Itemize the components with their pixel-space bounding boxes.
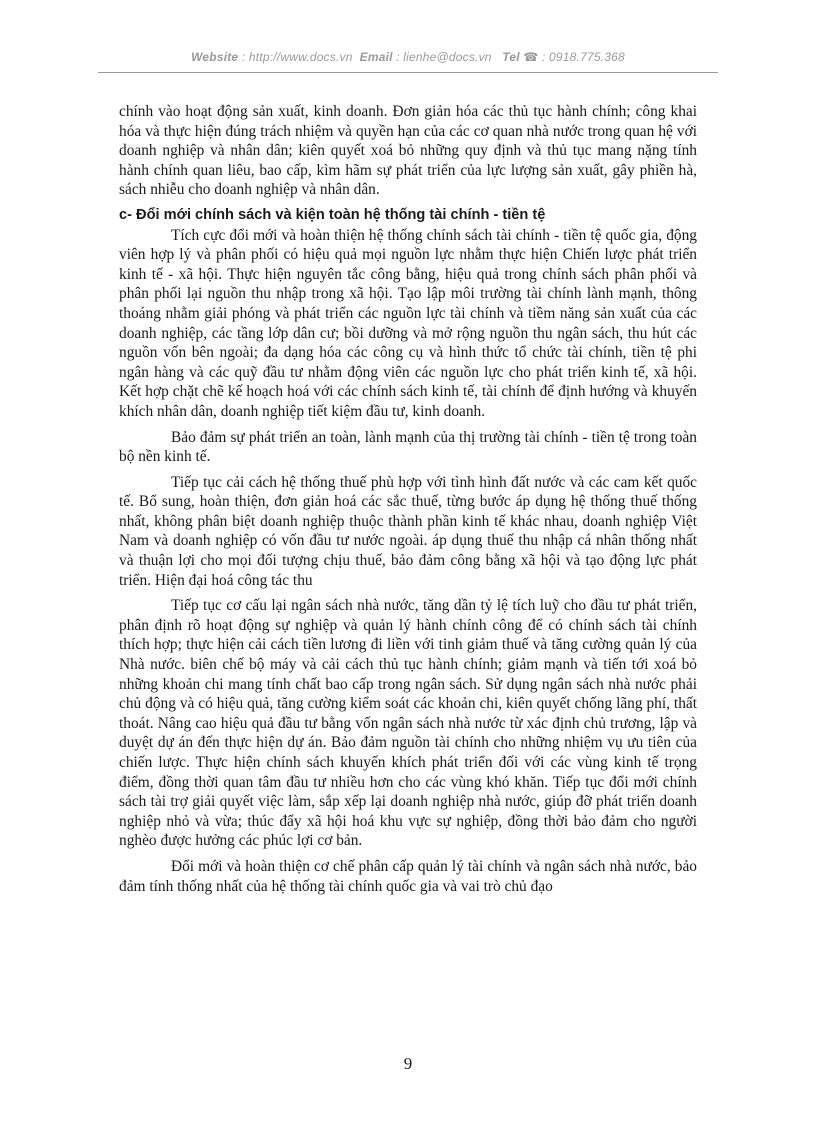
email-value: : lienhe@docs.vn: [396, 50, 492, 64]
tel-value: ☎ : 0918.775.368: [523, 50, 625, 64]
email-label: Email: [359, 50, 393, 64]
paragraph-decentralization: Đổi mới và hoàn thiện cơ chế phân cấp quản lý tài chính và ngân sách nhà nước, bảo đảm tính thống nhất của hệ thống tài chính quốc gia và vai trò chủ đạo: [119, 857, 697, 895]
page-number: 9: [403, 1054, 413, 1073]
paragraph-tax-reform: Tiếp tục cải cách hệ thống thuế phù hợp với tình hình đất nước và các cam kết quốc tế. Bổ sung, hoàn thiện, đơn giản hoá các sắc thuế, từng bước áp dụng hệ thống thuế thống nhất, không phân biệt doanh nghiệp thuộc thành phần kinh tế khác nhau, doanh nghiệp Việt Nam và doanh nghiệp có vốn đầu tư nước ngoài. áp dụng thuế thu nhập cá nhân thống nhất và thuận lợi cho mọi đối tượng chịu thuế, bảo đảm công bằng xã hội và tạo động lực phát triển. Hiện đại hoá công tác thu: [119, 473, 697, 589]
paragraph-financial-policy: Tích cực đổi mới và hoàn thiện hệ thống chính sách tài chính - tiền tệ quốc gia, động viên hợp lý và phân phối có hiệu quả mọi nguồn lực nhằm thực hiện Chiến lược phát triển kinh tế - xã hội. Thực hiện nguyên tắc công bằng, hiệu quả trong chính sách phân phối và phân phối lại nguồn thu nhập trong xã hội. Tạo lập môi trường tài chính lành mạnh, thông thoáng nhằm giải phóng và phát triển các nguồn lực tài chính và tiềm năng sản xuất của các doanh nghiệp, các tầng lớp dân cư; bồi dưỡng và mở rộng nguồn thu ngân sách, thu hút các nguồn vốn bên ngoài; đa dạng hóa các công cụ và hình thức tổ chức tài chính, tiền tệ phi ngân hàng và các quỹ đầu tư nhằm động viên các nguồn lực cho phát triển kinh tế, xã hội. Kết hợp chặt chẽ kế hoạch hoá với các chính sách kinh tế, tài chính để định hướng và khuyến khích nhân dân, doanh nghiệp tiết kiệm đầu tư, kinh doanh.: [119, 226, 697, 420]
paragraph-continuation: chính vào hoạt động sản xuất, kinh doanh. Đơn giản hóa các thủ tục hành chính; công khai hóa và thực hiện đúng trách nhiệm và quyền hạn của các cơ quan nhà nước trong quan hệ với doanh nghiệp và nhân dân; kiên quyết xoá bỏ những quy định và thủ tục mang nặng tính hành chính quan liêu, bao cấp, kìm hãm sự phát triển của lực lượng sản xuất, gây phiền hà, sách nhiễu cho doanh nghiệp và nhân dân.: [119, 103, 697, 199]
paragraph-budget-restructure: Tiếp tục cơ cấu lại ngân sách nhà nước, tăng dần tỷ lệ tích luỹ cho đầu tư phát triển, phân định rõ hoạt động sự nghiệp và quản lý hành chính công để có chính sách tài chính thích hợp; thực hiện cải cách tiền lương đi liền với tinh giảm thuế và tăng cường quản lý của Nhà nước. biên chế bộ máy và cải cách thủ tục hành chính; giảm mạnh và tiến tới xoá bỏ những khoản chi mang tính chất bao cấp trong ngân sách. Sử dụng ngân sách nhà nước phải chủ động và có hiệu quả, tăng cường kiểm soát các khoản chi, kiên quyết chống lãng phí, thất thoát. Nâng cao hiệu quả đầu tư bằng vốn ngân sách nhà nước từ xác định chủ trương, lập và duyệt dự án đến thực hiện dự án. Bảo đảm nguồn tài chính cho những nhiệm vụ ưu tiên của chiến lược. Thực hiện chính sách khuyến khích phát triển đối với các vùng kinh tế trọng điểm, đồng thời quan tâm đầu tư nhiều hơn cho các vùng khó khăn. Tiếp tục đổi mới chính sách tài trợ giải quyết việc làm, sắp xếp lại doanh nghiệp nhà nước, giúp đỡ phát triển doanh nghiệp nhỏ và vừa; thúc đẩy xã hội hoá khu vực sự nghiệp, đồng thời bảo đảm cho người nghèo được hưởng các phúc lợi cơ bản.: [119, 597, 697, 850]
page-header: [0, 50, 816, 64]
section-heading: c- Đổi mới chính sách và kiện toàn hệ thống tài chính - tiền tệ: [119, 206, 546, 223]
paragraph-market-safety: Bảo đảm sự phát triển an toàn, lành mạnh của thị trường tài chính - tiền tệ trong toàn bộ nền kinh tế.: [119, 428, 697, 466]
document-body: [119, 102, 697, 896]
tel-label: Tel: [502, 50, 520, 64]
website-value: : http://www.docs.vn: [241, 50, 353, 64]
header-divider: [98, 72, 718, 73]
website-label: Website: [191, 50, 239, 64]
